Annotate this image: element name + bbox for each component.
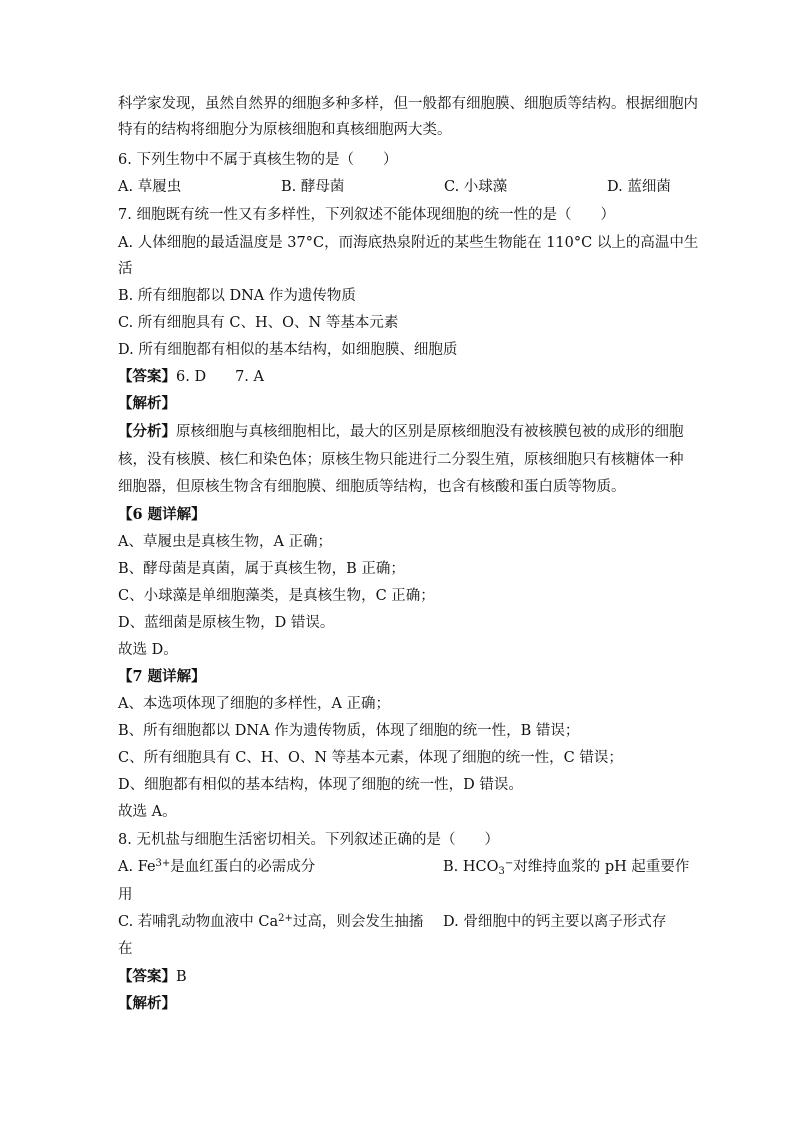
question-8-option-d-line-2: 在 (118, 941, 133, 957)
question-8-option-a (118, 857, 315, 877)
option-a-prefix: A. Fe (118, 859, 156, 875)
question-7-option-a-line-2: 活 (118, 261, 133, 277)
detail-6-b: B、酵母菌是真菌，属于真核生物，B 正确； (118, 561, 405, 577)
option-c-text: 过高，则会发生抽搐 (292, 914, 424, 930)
fenxi-line-2: 核，没有核膜、核仁和染色体；原核生物只能进行二分裂生殖，原核细胞只有核糖体一种 (118, 452, 684, 468)
detail-7-d: D、细胞都有相似的基本结构，体现了细胞的统一性，D 错误。 (118, 777, 523, 793)
question-6-option-a: A. 草履虫 (118, 179, 182, 195)
fe-charge: 3+ (155, 858, 171, 869)
answer-line-1 (118, 367, 676, 387)
answer-text-2: B (176, 969, 187, 985)
question-6-stem: 6. 下列生物中不属于真核生物的是（ ） (118, 152, 398, 168)
detail-6-a: A、草履虫是真核生物，A 正确； (118, 534, 333, 550)
question-8-option-d-line-1: D. 骨细胞中的钙主要以离子形式存 (443, 914, 667, 930)
answer-label: 【答案】 (118, 368, 176, 385)
question-7-stem: 7. 细胞既有统一性又有多样性，下列叙述不能体现细胞的统一性的是（ ） (118, 207, 615, 223)
detail-7-a: A、本选项体现了细胞的多样性，A 正确； (118, 696, 391, 712)
detail-6-conclusion: 故选 D。 (118, 642, 178, 658)
hco3-charge: − (504, 858, 514, 869)
option-c-prefix: C. 若哺乳动物血液中 Ca (118, 914, 279, 930)
intro-line-1: 科学家发现，虽然自然界的细胞多种多样，但一般都有细胞膜、细胞质等结构。根据细胞内 (118, 96, 698, 112)
fenxi-text-1: 原核细胞与真核细胞相比，最大的区别是原核细胞没有被核膜包被的成形的细胞 (176, 424, 684, 440)
question-8-option-b-line-2: 用 (118, 887, 133, 903)
detail-6-c: C、小球藻是单细胞藻类，是真核生物，C 正确； (118, 588, 435, 604)
question-7-option-b: B. 所有细胞都以 DNA 作为遗传物质 (118, 288, 356, 304)
question-8-option-b (443, 857, 689, 877)
fenxi-label: 【分析】 (118, 423, 176, 440)
analysis-label-1: 【解析】 (118, 395, 176, 412)
detail-7-c: C、所有细胞具有 C、H、O、N 等基本元素，体现了细胞的统一性，C 错误； (118, 750, 623, 766)
question-6-option-d: D. 蓝细菌 (607, 179, 671, 195)
question-7-option-c: C. 所有细胞具有 C、H、O、N 等基本元素 (118, 315, 399, 331)
fenxi-line-1 (118, 422, 684, 442)
analysis-label-2: 【解析】 (118, 995, 176, 1012)
detail-7-conclusion: 故选 A。 (118, 804, 177, 820)
detail-6-title: 【6 题详解】 (118, 506, 206, 523)
question-6-option-b: B. 酵母菌 (281, 179, 345, 195)
hco3-subscript: 3 (498, 866, 505, 877)
option-b-text: 对维持血浆的 pH 起重要作 (513, 859, 690, 875)
ca-charge: 2+ (278, 913, 293, 924)
option-a-text: 是血红蛋白的必需成分 (170, 859, 316, 875)
answer-label-2: 【答案】 (118, 968, 176, 985)
question-8-stem: 8. 无机盐与细胞生活密切相关。下列叙述正确的是（ ） (118, 832, 499, 848)
question-6-option-c: C. 小球藻 (444, 179, 508, 195)
question-7-option-d: D. 所有细胞都有相似的基本结构，如细胞膜、细胞质 (118, 342, 458, 358)
detail-7-b: B、所有细胞都以 DNA 作为遗传物质，体现了细胞的统一性，B 错误； (118, 723, 580, 739)
detail-6-d: D、蓝细菌是原核生物，D 错误。 (118, 615, 335, 631)
option-b-prefix: B. HCO (443, 859, 499, 875)
question-7-option-a-line-1: A. 人体细胞的最适温度是 37°C，而海底热泉附近的某些生物能在 110°C 以上的高温中生 (118, 235, 699, 251)
answer-text: 6. D 7. A (176, 369, 264, 385)
intro-line-2: 特有的结构将细胞分为原核细胞和真核细胞两大类。 (118, 122, 452, 138)
detail-7-title: 【7 题详解】 (118, 668, 206, 685)
answer-line-2 (118, 967, 676, 987)
question-8-option-c (118, 912, 423, 932)
fenxi-line-3: 细胞器，但原核生物含有细胞膜、细胞质等结构，也含有核酸和蛋白质等物质。 (118, 479, 626, 495)
